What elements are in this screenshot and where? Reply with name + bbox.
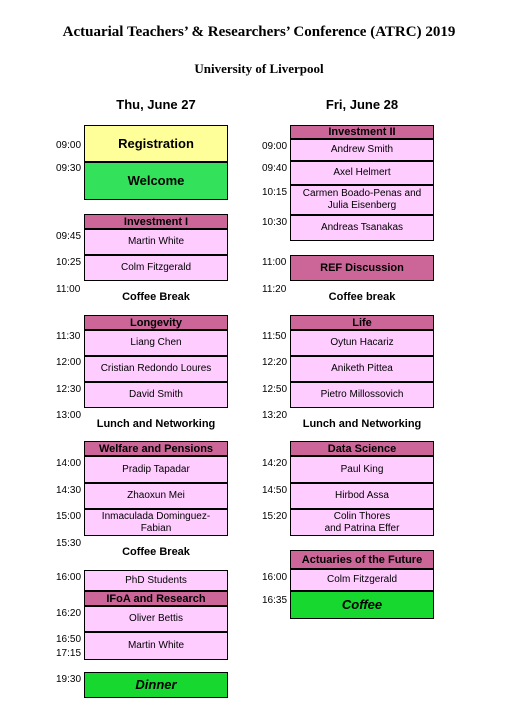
time-label: 10:30 bbox=[262, 217, 288, 228]
time-label: 12:20 bbox=[262, 357, 288, 368]
event-dinner: Dinner bbox=[84, 672, 228, 698]
coffee-break: Coffee break bbox=[328, 291, 396, 303]
talk-liang-chen: Liang Chen bbox=[84, 330, 228, 356]
session-welcome: Welcome bbox=[84, 162, 228, 200]
lunch-networking: Lunch and Networking bbox=[96, 418, 216, 430]
talk-david-smith: David Smith bbox=[84, 382, 228, 408]
time-label: 16:50 bbox=[56, 634, 82, 645]
time-label: 09:00 bbox=[56, 140, 82, 151]
time-label: 13:00 bbox=[56, 410, 82, 421]
time-label: 10:15 bbox=[262, 187, 288, 198]
time-label: 11:00 bbox=[262, 257, 287, 268]
event-coffee: Coffee bbox=[290, 591, 434, 619]
time-label: 15:00 bbox=[56, 511, 82, 522]
talk-martin-white: Martin White bbox=[84, 632, 228, 660]
time-label: 16:00 bbox=[56, 572, 82, 583]
talk-carmen-boado-penas-julia-eisenberg: Carmen Boado-Penas and Julia Eisenberg bbox=[290, 185, 434, 215]
talk-cristian-redondo-loures: Cristian Redondo Loures bbox=[84, 356, 228, 382]
time-label: 15:20 bbox=[262, 511, 288, 522]
talk-pietro-millossovich: Pietro Millossovich bbox=[290, 382, 434, 408]
time-label: 12:00 bbox=[56, 357, 82, 368]
time-label: 09:45 bbox=[56, 231, 82, 242]
page-subtitle: University of Liverpool bbox=[194, 61, 324, 76]
session-header-data-science: Data Science bbox=[290, 441, 434, 456]
coffee-break: Coffee Break bbox=[122, 291, 190, 303]
talk-colm-fitzgerald: Colm Fitzgerald bbox=[84, 255, 228, 281]
time-label: 11:30 bbox=[56, 331, 81, 342]
session-header-investment-2: Investment II bbox=[290, 125, 434, 139]
talk-oliver-bettis: Oliver Bettis bbox=[84, 606, 228, 632]
talk-pradip-tapadar: Pradip Tapadar bbox=[84, 456, 228, 483]
talk-aniketh-pittea: Aniketh Pittea bbox=[290, 356, 434, 382]
session-header-longevity: Longevity bbox=[84, 315, 228, 330]
session-header-actuaries-of-the-future: Actuaries of the Future bbox=[290, 550, 434, 569]
session-header-investment-1: Investment I bbox=[84, 214, 228, 229]
talk-andrew-smith: Andrew Smith bbox=[290, 139, 434, 161]
talk-oytun-hacariz: Oytun Hacariz bbox=[290, 330, 434, 356]
time-label: 14:50 bbox=[262, 485, 288, 496]
time-label: 14:30 bbox=[56, 485, 82, 496]
session-header-welfare-pensions: Welfare and Pensions bbox=[84, 441, 228, 456]
lunch-networking: Lunch and Networking bbox=[302, 418, 422, 430]
time-label: 17:15 bbox=[56, 648, 82, 659]
session-ref-discussion: REF Discussion bbox=[290, 255, 434, 281]
talk-colin-thores-patrina-effer: Colin Thores and Patrina Effer bbox=[290, 509, 434, 536]
time-label: 14:20 bbox=[262, 458, 288, 469]
time-label: 10:25 bbox=[56, 257, 82, 268]
page-title: Actuarial Teachers’ & Researchers’ Conference (ATRC) 2019 bbox=[62, 24, 456, 40]
time-label: 09:00 bbox=[262, 141, 288, 152]
time-label: 16:35 bbox=[262, 595, 288, 606]
talk-inmaculada-dominguez-fabian: Inmaculada Dominguez- Fabian bbox=[84, 509, 228, 536]
talk-martin-white: Martin White bbox=[84, 229, 228, 255]
time-label: 12:30 bbox=[56, 384, 82, 395]
talk-paul-king: Paul King bbox=[290, 456, 434, 483]
session-registration: Registration bbox=[84, 125, 228, 162]
day-header-thu: Thu, June 27 bbox=[116, 97, 196, 112]
talk-phd-students: PhD Students bbox=[84, 570, 228, 591]
time-label: 16:20 bbox=[56, 608, 82, 619]
time-label: 19:30 bbox=[56, 674, 82, 685]
time-label: 12:50 bbox=[262, 384, 288, 395]
talk-andreas-tsanakas: Andreas Tsanakas bbox=[290, 215, 434, 241]
time-label: 14:00 bbox=[56, 458, 82, 469]
time-label: 13:20 bbox=[262, 410, 288, 421]
session-header-life: Life bbox=[290, 315, 434, 330]
time-label: 09:30 bbox=[56, 163, 82, 174]
time-label: 11:20 bbox=[262, 284, 287, 295]
talk-axel-helmert: Axel Helmert bbox=[290, 161, 434, 185]
talk-colm-fitzgerald: Colm Fitzgerald bbox=[290, 569, 434, 591]
time-label: 15:30 bbox=[56, 538, 82, 549]
day-header-fri: Fri, June 28 bbox=[325, 97, 399, 112]
talk-hirbod-assa: Hirbod Assa bbox=[290, 483, 434, 509]
time-label: 16:00 bbox=[262, 572, 288, 583]
talk-zhaoxun-mei: Zhaoxun Mei bbox=[84, 483, 228, 509]
time-label: 11:00 bbox=[56, 284, 81, 295]
session-header-ifoa-research: IFoA and Research bbox=[84, 591, 228, 606]
time-label: 09:40 bbox=[262, 163, 288, 174]
coffee-break: Coffee Break bbox=[122, 546, 190, 558]
time-label: 11:50 bbox=[262, 331, 287, 342]
